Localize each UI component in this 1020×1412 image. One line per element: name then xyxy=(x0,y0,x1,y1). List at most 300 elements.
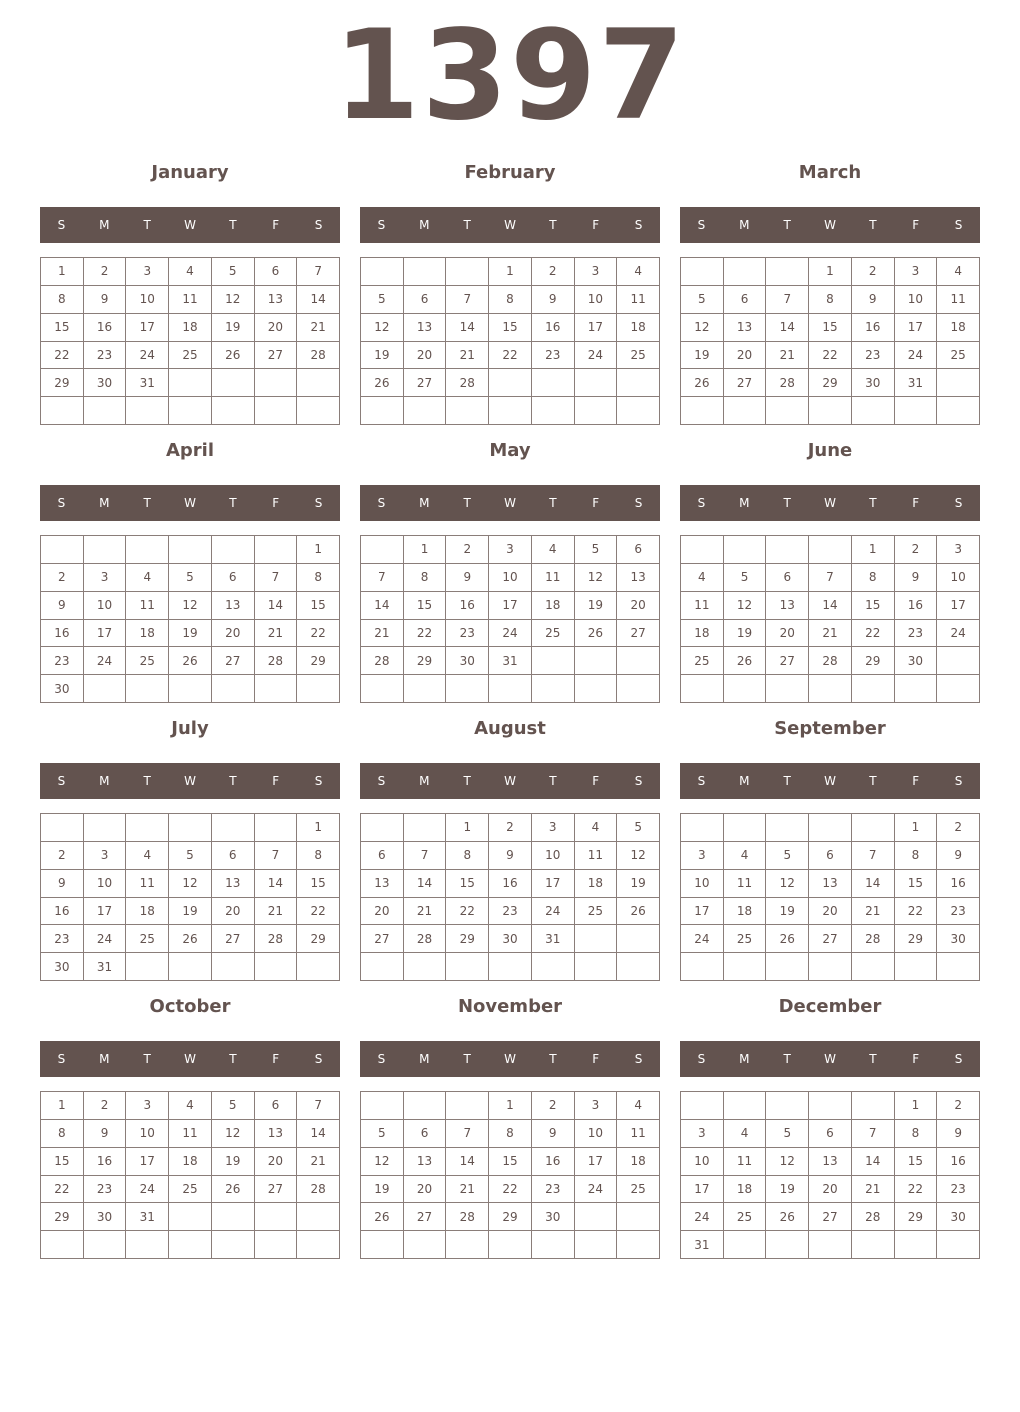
day-cell[interactable]: 5 xyxy=(724,564,767,592)
day-cell[interactable]: 26 xyxy=(361,1203,404,1231)
day-cell[interactable]: 23 xyxy=(895,620,938,648)
day-cell[interactable]: 19 xyxy=(361,342,404,370)
day-cell[interactable]: 22 xyxy=(446,898,489,926)
day-cell[interactable]: 19 xyxy=(212,1148,255,1176)
day-cell[interactable]: 10 xyxy=(937,564,980,592)
day-cell[interactable]: 15 xyxy=(404,592,447,620)
day-cell[interactable]: 10 xyxy=(681,870,724,898)
day-cell[interactable]: 26 xyxy=(681,369,724,397)
day-cell[interactable]: 29 xyxy=(41,369,84,397)
day-cell[interactable]: 15 xyxy=(895,1148,938,1176)
day-cell[interactable]: 6 xyxy=(212,842,255,870)
day-cell[interactable]: 29 xyxy=(852,647,895,675)
day-cell[interactable]: 28 xyxy=(255,925,298,953)
day-cell[interactable]: 31 xyxy=(681,1231,724,1259)
day-cell[interactable]: 21 xyxy=(809,620,852,648)
day-cell[interactable]: 11 xyxy=(169,286,212,314)
day-cell[interactable]: 13 xyxy=(404,314,447,342)
day-cell[interactable]: 7 xyxy=(297,258,340,286)
day-cell[interactable]: 10 xyxy=(575,286,618,314)
day-cell[interactable]: 8 xyxy=(41,286,84,314)
day-cell[interactable]: 29 xyxy=(489,1203,532,1231)
day-cell[interactable]: 20 xyxy=(766,620,809,648)
day-cell[interactable]: 14 xyxy=(446,314,489,342)
day-cell[interactable]: 27 xyxy=(404,369,447,397)
day-cell[interactable]: 27 xyxy=(212,925,255,953)
day-cell[interactable]: 5 xyxy=(766,1120,809,1148)
day-cell[interactable]: 27 xyxy=(212,647,255,675)
day-cell[interactable]: 1 xyxy=(41,1092,84,1120)
day-cell[interactable]: 10 xyxy=(84,592,127,620)
day-cell[interactable]: 4 xyxy=(937,258,980,286)
day-cell[interactable]: 19 xyxy=(212,314,255,342)
day-cell[interactable]: 7 xyxy=(852,1120,895,1148)
day-cell[interactable]: 17 xyxy=(575,314,618,342)
day-cell[interactable]: 13 xyxy=(809,870,852,898)
day-cell[interactable]: 13 xyxy=(809,1148,852,1176)
day-cell[interactable]: 31 xyxy=(489,647,532,675)
day-cell[interactable]: 23 xyxy=(446,620,489,648)
day-cell[interactable]: 13 xyxy=(255,286,298,314)
day-cell[interactable]: 14 xyxy=(361,592,404,620)
day-cell[interactable]: 26 xyxy=(361,369,404,397)
day-cell[interactable]: 27 xyxy=(404,1203,447,1231)
day-cell[interactable]: 26 xyxy=(766,925,809,953)
day-cell[interactable]: 28 xyxy=(446,369,489,397)
day-cell[interactable]: 23 xyxy=(489,898,532,926)
day-cell[interactable]: 25 xyxy=(169,1176,212,1204)
day-cell[interactable]: 3 xyxy=(575,1092,618,1120)
day-cell[interactable]: 9 xyxy=(84,1120,127,1148)
day-cell[interactable]: 3 xyxy=(84,564,127,592)
day-cell[interactable]: 23 xyxy=(532,342,575,370)
day-cell[interactable]: 10 xyxy=(126,286,169,314)
day-cell[interactable]: 26 xyxy=(212,1176,255,1204)
day-cell[interactable]: 15 xyxy=(489,314,532,342)
day-cell[interactable]: 26 xyxy=(169,925,212,953)
day-cell[interactable]: 22 xyxy=(41,342,84,370)
day-cell[interactable]: 20 xyxy=(617,592,660,620)
day-cell[interactable]: 13 xyxy=(724,314,767,342)
day-cell[interactable]: 14 xyxy=(255,870,298,898)
day-cell[interactable]: 12 xyxy=(169,592,212,620)
day-cell[interactable]: 3 xyxy=(126,1092,169,1120)
day-cell[interactable]: 2 xyxy=(937,814,980,842)
day-cell[interactable]: 27 xyxy=(255,1176,298,1204)
day-cell[interactable]: 28 xyxy=(255,647,298,675)
day-cell[interactable]: 3 xyxy=(681,842,724,870)
day-cell[interactable]: 2 xyxy=(41,564,84,592)
day-cell[interactable]: 16 xyxy=(84,314,127,342)
day-cell[interactable]: 4 xyxy=(169,1092,212,1120)
day-cell[interactable]: 30 xyxy=(895,647,938,675)
day-cell[interactable]: 22 xyxy=(895,898,938,926)
day-cell[interactable]: 19 xyxy=(169,620,212,648)
day-cell[interactable]: 7 xyxy=(297,1092,340,1120)
day-cell[interactable]: 1 xyxy=(489,1092,532,1120)
day-cell[interactable]: 4 xyxy=(617,258,660,286)
day-cell[interactable]: 6 xyxy=(724,286,767,314)
day-cell[interactable]: 28 xyxy=(446,1203,489,1231)
day-cell[interactable]: 29 xyxy=(446,925,489,953)
day-cell[interactable]: 28 xyxy=(766,369,809,397)
day-cell[interactable]: 16 xyxy=(937,1148,980,1176)
day-cell[interactable]: 16 xyxy=(41,898,84,926)
day-cell[interactable]: 22 xyxy=(489,1176,532,1204)
day-cell[interactable]: 7 xyxy=(255,564,298,592)
day-cell[interactable]: 7 xyxy=(766,286,809,314)
day-cell[interactable]: 17 xyxy=(126,314,169,342)
day-cell[interactable]: 18 xyxy=(937,314,980,342)
day-cell[interactable]: 24 xyxy=(126,342,169,370)
day-cell[interactable]: 19 xyxy=(575,592,618,620)
day-cell[interactable]: 5 xyxy=(212,258,255,286)
day-cell[interactable]: 19 xyxy=(766,898,809,926)
day-cell[interactable]: 2 xyxy=(895,536,938,564)
day-cell[interactable]: 25 xyxy=(937,342,980,370)
day-cell[interactable]: 22 xyxy=(809,342,852,370)
day-cell[interactable]: 11 xyxy=(169,1120,212,1148)
day-cell[interactable]: 4 xyxy=(126,842,169,870)
day-cell[interactable]: 1 xyxy=(809,258,852,286)
day-cell[interactable]: 18 xyxy=(724,1176,767,1204)
day-cell[interactable]: 25 xyxy=(724,925,767,953)
day-cell[interactable]: 1 xyxy=(297,536,340,564)
day-cell[interactable]: 30 xyxy=(41,675,84,703)
day-cell[interactable]: 6 xyxy=(361,842,404,870)
day-cell[interactable]: 1 xyxy=(852,536,895,564)
day-cell[interactable]: 24 xyxy=(84,925,127,953)
day-cell[interactable]: 12 xyxy=(361,1148,404,1176)
day-cell[interactable]: 10 xyxy=(895,286,938,314)
day-cell[interactable]: 23 xyxy=(532,1176,575,1204)
day-cell[interactable]: 14 xyxy=(852,1148,895,1176)
day-cell[interactable]: 9 xyxy=(852,286,895,314)
day-cell[interactable]: 24 xyxy=(575,1176,618,1204)
day-cell[interactable]: 28 xyxy=(852,925,895,953)
day-cell[interactable]: 15 xyxy=(489,1148,532,1176)
day-cell[interactable]: 4 xyxy=(617,1092,660,1120)
day-cell[interactable]: 13 xyxy=(212,592,255,620)
day-cell[interactable]: 4 xyxy=(724,1120,767,1148)
day-cell[interactable]: 3 xyxy=(681,1120,724,1148)
day-cell[interactable]: 14 xyxy=(297,1120,340,1148)
day-cell[interactable]: 14 xyxy=(809,592,852,620)
day-cell[interactable]: 18 xyxy=(126,898,169,926)
day-cell[interactable]: 20 xyxy=(404,1176,447,1204)
day-cell[interactable]: 5 xyxy=(212,1092,255,1120)
day-cell[interactable]: 18 xyxy=(681,620,724,648)
day-cell[interactable]: 22 xyxy=(297,620,340,648)
day-cell[interactable]: 21 xyxy=(852,898,895,926)
day-cell[interactable]: 18 xyxy=(617,1148,660,1176)
day-cell[interactable]: 23 xyxy=(41,925,84,953)
day-cell[interactable]: 4 xyxy=(575,814,618,842)
day-cell[interactable]: 26 xyxy=(617,898,660,926)
day-cell[interactable]: 6 xyxy=(255,1092,298,1120)
day-cell[interactable]: 26 xyxy=(212,342,255,370)
day-cell[interactable]: 8 xyxy=(809,286,852,314)
day-cell[interactable]: 7 xyxy=(852,842,895,870)
day-cell[interactable]: 15 xyxy=(41,314,84,342)
day-cell[interactable]: 14 xyxy=(297,286,340,314)
day-cell[interactable]: 13 xyxy=(212,870,255,898)
day-cell[interactable]: 3 xyxy=(575,258,618,286)
day-cell[interactable]: 5 xyxy=(169,842,212,870)
day-cell[interactable]: 2 xyxy=(937,1092,980,1120)
day-cell[interactable]: 10 xyxy=(575,1120,618,1148)
day-cell[interactable]: 28 xyxy=(404,925,447,953)
day-cell[interactable]: 30 xyxy=(41,953,84,981)
day-cell[interactable]: 15 xyxy=(446,870,489,898)
day-cell[interactable]: 11 xyxy=(126,592,169,620)
day-cell[interactable]: 12 xyxy=(212,1120,255,1148)
day-cell[interactable]: 2 xyxy=(84,258,127,286)
day-cell[interactable]: 6 xyxy=(809,842,852,870)
day-cell[interactable]: 17 xyxy=(937,592,980,620)
day-cell[interactable]: 12 xyxy=(361,314,404,342)
day-cell[interactable]: 11 xyxy=(724,1148,767,1176)
day-cell[interactable]: 21 xyxy=(297,1148,340,1176)
day-cell[interactable]: 15 xyxy=(852,592,895,620)
day-cell[interactable]: 23 xyxy=(41,647,84,675)
day-cell[interactable]: 2 xyxy=(84,1092,127,1120)
day-cell[interactable]: 18 xyxy=(126,620,169,648)
day-cell[interactable]: 25 xyxy=(575,898,618,926)
day-cell[interactable]: 1 xyxy=(489,258,532,286)
day-cell[interactable]: 20 xyxy=(404,342,447,370)
day-cell[interactable]: 17 xyxy=(895,314,938,342)
day-cell[interactable]: 8 xyxy=(41,1120,84,1148)
day-cell[interactable]: 28 xyxy=(809,647,852,675)
day-cell[interactable]: 6 xyxy=(404,286,447,314)
day-cell[interactable]: 9 xyxy=(532,286,575,314)
day-cell[interactable]: 29 xyxy=(297,647,340,675)
day-cell[interactable]: 12 xyxy=(575,564,618,592)
day-cell[interactable]: 21 xyxy=(255,620,298,648)
day-cell[interactable]: 24 xyxy=(937,620,980,648)
day-cell[interactable]: 13 xyxy=(361,870,404,898)
day-cell[interactable]: 20 xyxy=(255,314,298,342)
day-cell[interactable]: 8 xyxy=(852,564,895,592)
day-cell[interactable]: 9 xyxy=(84,286,127,314)
day-cell[interactable]: 22 xyxy=(41,1176,84,1204)
day-cell[interactable]: 14 xyxy=(404,870,447,898)
day-cell[interactable]: 9 xyxy=(937,1120,980,1148)
day-cell[interactable]: 24 xyxy=(489,620,532,648)
day-cell[interactable]: 12 xyxy=(766,870,809,898)
day-cell[interactable]: 18 xyxy=(724,898,767,926)
day-cell[interactable]: 11 xyxy=(575,842,618,870)
day-cell[interactable]: 4 xyxy=(532,536,575,564)
day-cell[interactable]: 24 xyxy=(575,342,618,370)
day-cell[interactable]: 19 xyxy=(766,1176,809,1204)
day-cell[interactable]: 13 xyxy=(255,1120,298,1148)
day-cell[interactable]: 20 xyxy=(809,1176,852,1204)
day-cell[interactable]: 31 xyxy=(532,925,575,953)
day-cell[interactable]: 17 xyxy=(681,1176,724,1204)
day-cell[interactable]: 17 xyxy=(532,870,575,898)
day-cell[interactable]: 25 xyxy=(532,620,575,648)
day-cell[interactable]: 17 xyxy=(681,898,724,926)
day-cell[interactable]: 9 xyxy=(489,842,532,870)
day-cell[interactable]: 8 xyxy=(446,842,489,870)
day-cell[interactable]: 5 xyxy=(575,536,618,564)
day-cell[interactable]: 22 xyxy=(489,342,532,370)
day-cell[interactable]: 17 xyxy=(84,620,127,648)
day-cell[interactable]: 2 xyxy=(852,258,895,286)
day-cell[interactable]: 6 xyxy=(809,1120,852,1148)
day-cell[interactable]: 25 xyxy=(617,1176,660,1204)
day-cell[interactable]: 22 xyxy=(852,620,895,648)
day-cell[interactable]: 27 xyxy=(724,369,767,397)
day-cell[interactable]: 24 xyxy=(895,342,938,370)
day-cell[interactable]: 2 xyxy=(489,814,532,842)
day-cell[interactable]: 30 xyxy=(446,647,489,675)
day-cell[interactable]: 7 xyxy=(255,842,298,870)
day-cell[interactable]: 13 xyxy=(766,592,809,620)
day-cell[interactable]: 5 xyxy=(361,1120,404,1148)
day-cell[interactable]: 31 xyxy=(126,1203,169,1231)
day-cell[interactable]: 17 xyxy=(489,592,532,620)
day-cell[interactable]: 12 xyxy=(169,870,212,898)
day-cell[interactable]: 1 xyxy=(895,814,938,842)
day-cell[interactable]: 11 xyxy=(532,564,575,592)
day-cell[interactable]: 8 xyxy=(489,1120,532,1148)
day-cell[interactable]: 2 xyxy=(446,536,489,564)
day-cell[interactable]: 29 xyxy=(895,925,938,953)
day-cell[interactable]: 22 xyxy=(297,898,340,926)
day-cell[interactable]: 5 xyxy=(617,814,660,842)
day-cell[interactable]: 19 xyxy=(169,898,212,926)
day-cell[interactable]: 2 xyxy=(41,842,84,870)
day-cell[interactable]: 16 xyxy=(84,1148,127,1176)
day-cell[interactable]: 12 xyxy=(724,592,767,620)
day-cell[interactable]: 12 xyxy=(212,286,255,314)
day-cell[interactable]: 16 xyxy=(895,592,938,620)
day-cell[interactable]: 16 xyxy=(937,870,980,898)
day-cell[interactable]: 23 xyxy=(937,898,980,926)
day-cell[interactable]: 28 xyxy=(852,1203,895,1231)
day-cell[interactable]: 17 xyxy=(575,1148,618,1176)
day-cell[interactable]: 5 xyxy=(766,842,809,870)
day-cell[interactable]: 13 xyxy=(404,1148,447,1176)
day-cell[interactable]: 19 xyxy=(617,870,660,898)
day-cell[interactable]: 12 xyxy=(766,1148,809,1176)
day-cell[interactable]: 20 xyxy=(212,898,255,926)
day-cell[interactable]: 4 xyxy=(126,564,169,592)
day-cell[interactable]: 11 xyxy=(126,870,169,898)
day-cell[interactable]: 3 xyxy=(937,536,980,564)
day-cell[interactable]: 11 xyxy=(681,592,724,620)
day-cell[interactable]: 12 xyxy=(681,314,724,342)
day-cell[interactable]: 16 xyxy=(532,314,575,342)
day-cell[interactable]: 21 xyxy=(297,314,340,342)
day-cell[interactable]: 27 xyxy=(809,1203,852,1231)
day-cell[interactable]: 11 xyxy=(937,286,980,314)
day-cell[interactable]: 30 xyxy=(532,1203,575,1231)
day-cell[interactable]: 8 xyxy=(297,564,340,592)
day-cell[interactable]: 31 xyxy=(84,953,127,981)
day-cell[interactable]: 14 xyxy=(255,592,298,620)
day-cell[interactable]: 28 xyxy=(297,342,340,370)
day-cell[interactable]: 6 xyxy=(404,1120,447,1148)
day-cell[interactable]: 6 xyxy=(766,564,809,592)
day-cell[interactable]: 19 xyxy=(361,1176,404,1204)
day-cell[interactable]: 23 xyxy=(84,342,127,370)
day-cell[interactable]: 6 xyxy=(212,564,255,592)
day-cell[interactable]: 26 xyxy=(575,620,618,648)
day-cell[interactable]: 24 xyxy=(84,647,127,675)
day-cell[interactable]: 16 xyxy=(446,592,489,620)
day-cell[interactable]: 30 xyxy=(84,1203,127,1231)
day-cell[interactable]: 24 xyxy=(126,1176,169,1204)
day-cell[interactable]: 1 xyxy=(404,536,447,564)
day-cell[interactable]: 4 xyxy=(169,258,212,286)
day-cell[interactable]: 26 xyxy=(169,647,212,675)
day-cell[interactable]: 25 xyxy=(617,342,660,370)
day-cell[interactable]: 7 xyxy=(404,842,447,870)
day-cell[interactable]: 15 xyxy=(297,592,340,620)
day-cell[interactable]: 30 xyxy=(852,369,895,397)
day-cell[interactable]: 21 xyxy=(852,1176,895,1204)
day-cell[interactable]: 1 xyxy=(895,1092,938,1120)
day-cell[interactable]: 10 xyxy=(681,1148,724,1176)
day-cell[interactable]: 9 xyxy=(41,870,84,898)
day-cell[interactable]: 25 xyxy=(169,342,212,370)
day-cell[interactable]: 8 xyxy=(489,286,532,314)
day-cell[interactable]: 7 xyxy=(809,564,852,592)
day-cell[interactable]: 7 xyxy=(446,286,489,314)
day-cell[interactable]: 8 xyxy=(895,842,938,870)
day-cell[interactable]: 4 xyxy=(681,564,724,592)
day-cell[interactable]: 19 xyxy=(724,620,767,648)
day-cell[interactable]: 11 xyxy=(617,1120,660,1148)
day-cell[interactable]: 29 xyxy=(809,369,852,397)
day-cell[interactable]: 18 xyxy=(575,870,618,898)
day-cell[interactable]: 21 xyxy=(766,342,809,370)
day-cell[interactable]: 10 xyxy=(126,1120,169,1148)
day-cell[interactable]: 3 xyxy=(126,258,169,286)
day-cell[interactable]: 8 xyxy=(895,1120,938,1148)
day-cell[interactable]: 21 xyxy=(404,898,447,926)
day-cell[interactable]: 25 xyxy=(681,647,724,675)
day-cell[interactable]: 25 xyxy=(724,1203,767,1231)
day-cell[interactable]: 30 xyxy=(489,925,532,953)
day-cell[interactable]: 29 xyxy=(297,925,340,953)
day-cell[interactable]: 23 xyxy=(937,1176,980,1204)
day-cell[interactable]: 23 xyxy=(852,342,895,370)
day-cell[interactable]: 30 xyxy=(937,1203,980,1231)
day-cell[interactable]: 26 xyxy=(724,647,767,675)
day-cell[interactable]: 16 xyxy=(532,1148,575,1176)
day-cell[interactable]: 17 xyxy=(84,898,127,926)
day-cell[interactable]: 29 xyxy=(895,1203,938,1231)
day-cell[interactable]: 27 xyxy=(617,620,660,648)
day-cell[interactable]: 9 xyxy=(532,1120,575,1148)
day-cell[interactable]: 2 xyxy=(532,258,575,286)
day-cell[interactable]: 11 xyxy=(617,286,660,314)
day-cell[interactable]: 8 xyxy=(404,564,447,592)
day-cell[interactable]: 16 xyxy=(41,620,84,648)
day-cell[interactable]: 12 xyxy=(617,842,660,870)
day-cell[interactable]: 3 xyxy=(84,842,127,870)
day-cell[interactable]: 9 xyxy=(895,564,938,592)
day-cell[interactable]: 4 xyxy=(724,842,767,870)
day-cell[interactable]: 5 xyxy=(361,286,404,314)
day-cell[interactable]: 2 xyxy=(532,1092,575,1120)
day-cell[interactable]: 28 xyxy=(361,647,404,675)
